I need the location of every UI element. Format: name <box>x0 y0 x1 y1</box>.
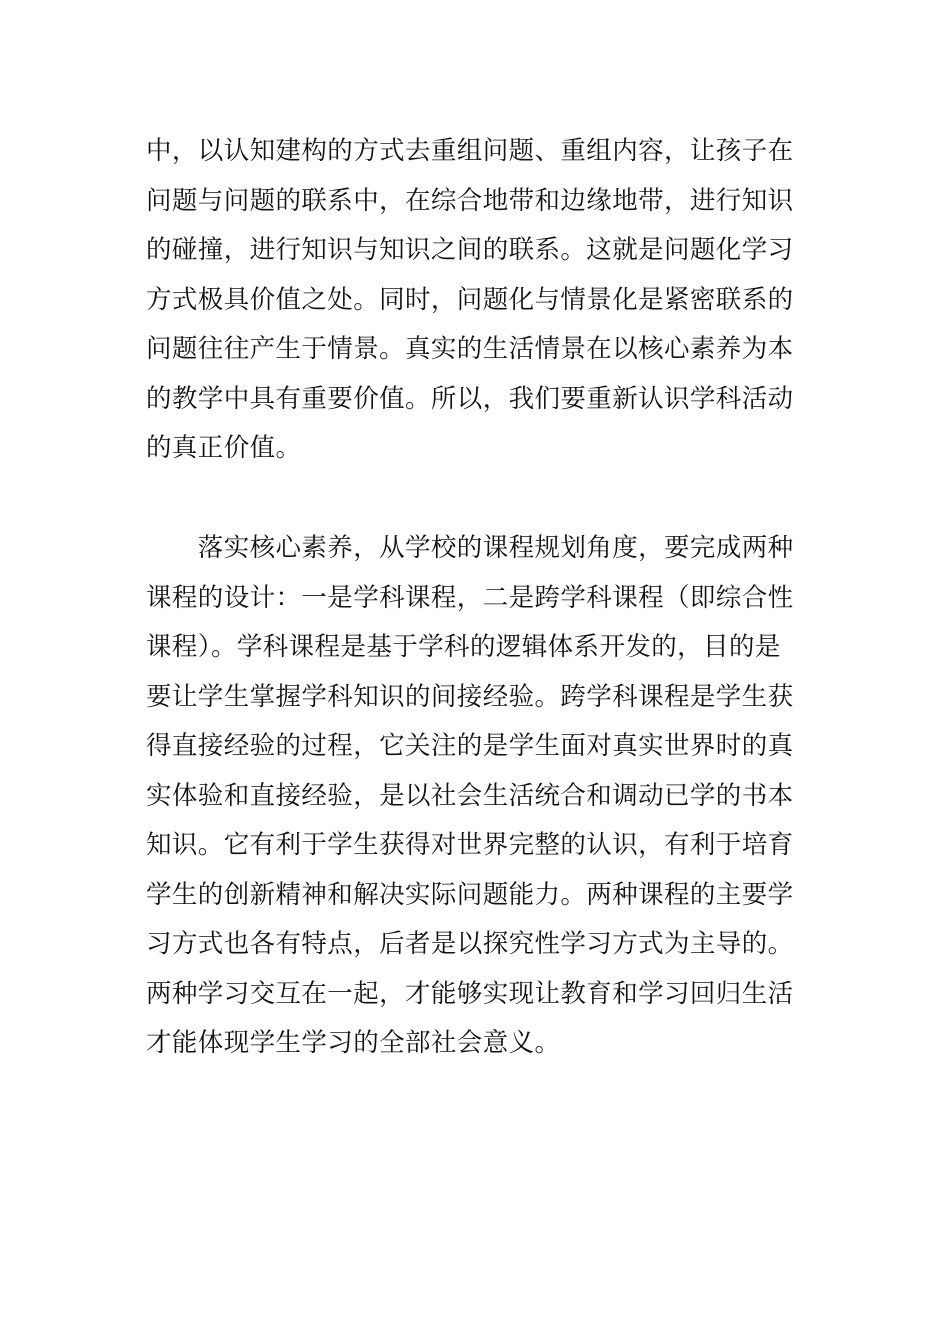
paragraph-line: 落实核心素养，从学校的课程规划角度，要完成两种 <box>146 533 794 563</box>
paragraph-line: 课程的设计：一是学科课程，二是跨学科课程（即综合性 <box>146 582 794 613</box>
paragraph-line: 方式极具价值之处。同时，问题化与情景化是紧密联系的 <box>146 284 794 315</box>
paragraph-line: 习方式也各有特点，后者是以探究性学习方式为主导的。 <box>146 929 794 959</box>
paragraph-line <box>146 1069 806 1119</box>
paragraph-line: 两种学习交互在一起，才能够实现让教育和学习回归生活 <box>146 978 794 1009</box>
paragraph-line: 课程）。学科课程是基于学科的逻辑体系开发的，目的是 <box>146 632 781 662</box>
paragraph-line: 问题与问题的联系中，在综合地带和边缘地带，进行知识 <box>146 185 794 216</box>
paragraph-line: 的教学中具有重要价值。所以，我们要重新认识学科活动 <box>146 383 794 414</box>
paragraph-line: 的碰撞，进行知识与知识之间的联系。这就是问题化学习 <box>146 235 794 265</box>
paragraph-line: 实体验和直接经验，是以社会生活统合和调动已学的书本 <box>146 780 794 811</box>
paragraph-line: 要让学生掌握学科知识的间接经验。跨学科课程是学生获 <box>146 681 794 712</box>
paragraph-line: 问题往往产生于情景。真实的生活情景在以核心素养为本 <box>146 334 794 364</box>
paragraph-2 <box>146 524 806 1118</box>
paragraph-line: 学生的创新精神和解决实际问题能力。两种课程的主要学 <box>146 879 794 910</box>
paragraph-line: 中，以认知建构的方式去重组问题、重组内容，让孩子在 <box>146 136 794 166</box>
paragraph-line: 得直接经验的过程，它关注的是学生面对真实世界时的真 <box>146 731 794 761</box>
paragraph-1 <box>146 127 806 474</box>
paragraph-line: 知识。它有利于学生获得对世界完整的认识，有利于培育 <box>146 830 794 860</box>
paragraph-line: 才能体现学生学习的全部社会意义。 <box>146 1028 561 1058</box>
paragraph-line: 的真正价值。 <box>146 433 302 463</box>
